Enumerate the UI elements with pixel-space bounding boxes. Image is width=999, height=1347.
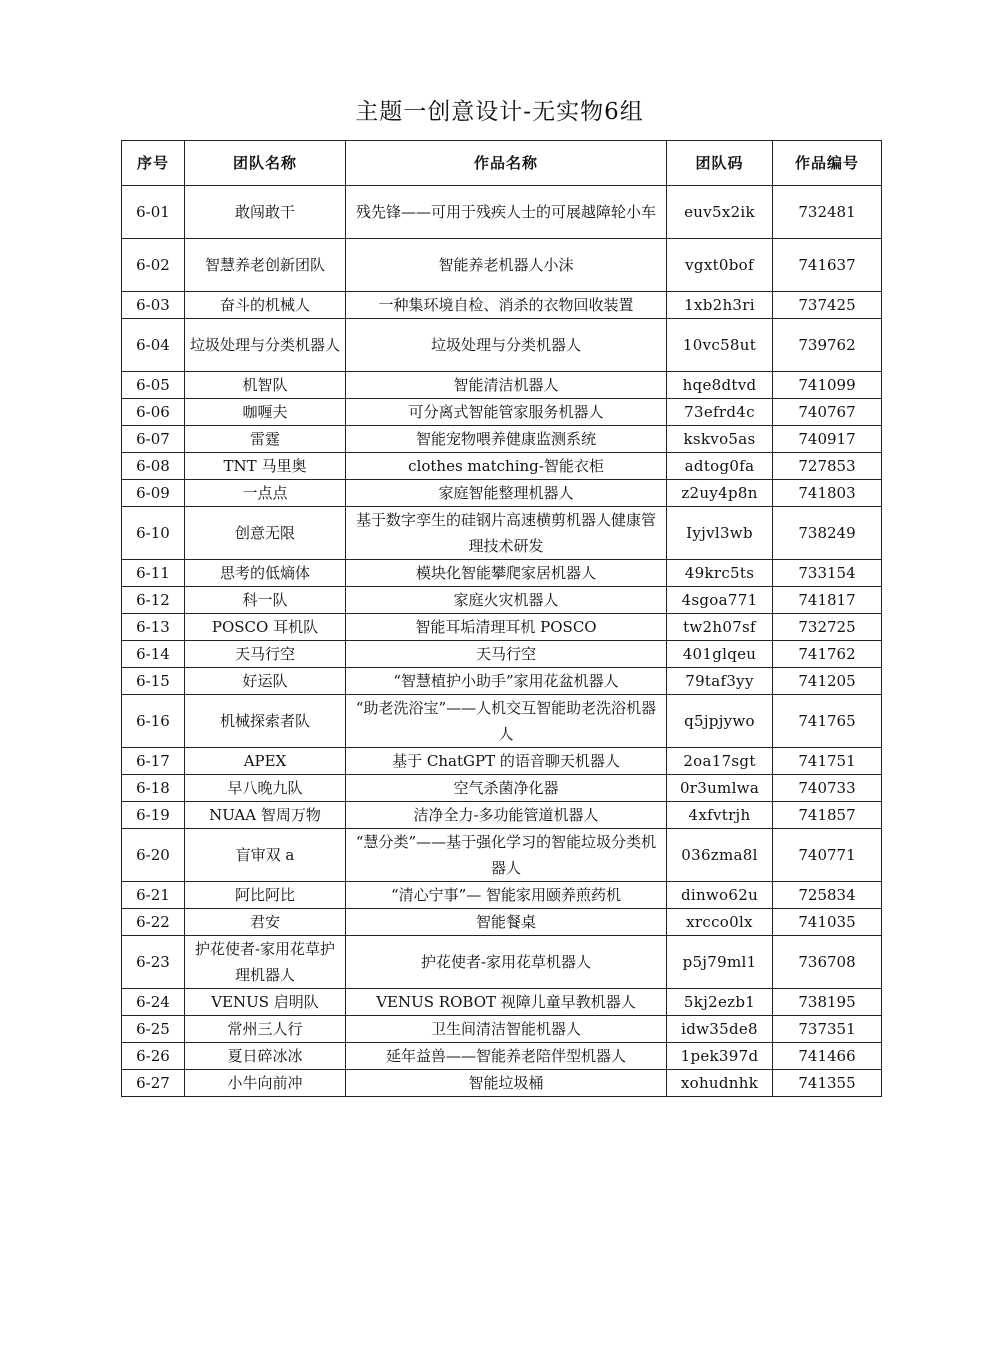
table-row — [122, 1016, 882, 1043]
work-id-cell: 741035 — [773, 909, 882, 936]
work-id-cell: 737351 — [773, 1016, 882, 1043]
work-id-cell: 741765 — [773, 695, 882, 748]
seq-cell: 6-10 — [122, 507, 185, 560]
table-row — [122, 480, 882, 507]
seq-cell: 6-01 — [122, 186, 185, 239]
seq-cell: 6-15 — [122, 668, 185, 695]
table-body — [122, 186, 882, 1097]
work-id-cell: 732725 — [773, 614, 882, 641]
seq-cell: 6-21 — [122, 882, 185, 909]
team-name-cell: 奋斗的机械人 — [185, 292, 346, 319]
table-row — [122, 399, 882, 426]
team-code-cell: z2uy4p8n — [667, 480, 773, 507]
team-code-cell: 1xb2h3ri — [667, 292, 773, 319]
work-name-cell: 智能宠物喂养健康监测系统 — [346, 426, 667, 453]
team-name-cell: APEX — [185, 748, 346, 775]
page-title: 主题一创意设计-无实物6组 — [355, 99, 644, 125]
seq-cell: 6-13 — [122, 614, 185, 641]
work-id-cell: 740771 — [773, 829, 882, 882]
team-name-cell: 敢闯敢干 — [185, 186, 346, 239]
work-id-cell: 740767 — [773, 399, 882, 426]
table-row — [122, 1070, 882, 1097]
seq-cell: 6-16 — [122, 695, 185, 748]
work-name-cell: 家庭火灾机器人 — [346, 587, 667, 614]
work-id-cell: 732481 — [773, 186, 882, 239]
seq-cell: 6-24 — [122, 989, 185, 1016]
team-name-cell: VENUS 启明队 — [185, 989, 346, 1016]
work-id-cell: 741355 — [773, 1070, 882, 1097]
work-id-cell: 741857 — [773, 802, 882, 829]
seq-cell: 6-22 — [122, 909, 185, 936]
header-work-id: 作品编号 — [773, 141, 882, 186]
team-name-cell: 夏日碎冰冰 — [185, 1043, 346, 1070]
team-code-cell: 2oa17sgt — [667, 748, 773, 775]
table-row — [122, 936, 882, 989]
team-code-cell: idw35de8 — [667, 1016, 773, 1043]
team-code-cell: kskvo5as — [667, 426, 773, 453]
team-code-cell: xohudnhk — [667, 1070, 773, 1097]
work-id-cell: 725834 — [773, 882, 882, 909]
work-id-cell: 739762 — [773, 319, 882, 372]
results-table — [121, 140, 882, 1097]
work-name-cell: 基于数字孪生的硅钢片高速横剪机器人健康管理技术研发 — [346, 507, 667, 560]
team-name-cell: 创意无限 — [185, 507, 346, 560]
team-code-cell: adtog0fa — [667, 453, 773, 480]
team-code-cell: 79taf3yy — [667, 668, 773, 695]
table-row — [122, 748, 882, 775]
seq-cell: 6-27 — [122, 1070, 185, 1097]
table-row — [122, 668, 882, 695]
team-name-cell: 常州三人行 — [185, 1016, 346, 1043]
table-row — [122, 186, 882, 239]
work-name-cell: 智能耳垢清理耳机 POSCO — [346, 614, 667, 641]
work-name-cell: 智能餐桌 — [346, 909, 667, 936]
team-name-cell: 垃圾处理与分类机器人 — [185, 319, 346, 372]
team-code-cell: 036zma8l — [667, 829, 773, 882]
header-team-code: 团队码 — [667, 141, 773, 186]
team-code-cell: 10vc58ut — [667, 319, 773, 372]
team-name-cell: 护花使者-家用花草护理机器人 — [185, 936, 346, 989]
team-code-cell: hqe8dtvd — [667, 372, 773, 399]
work-name-cell: 洁净全力-多功能管道机器人 — [346, 802, 667, 829]
team-name-cell: POSCO 耳机队 — [185, 614, 346, 641]
table-row — [122, 319, 882, 372]
work-id-cell: 741762 — [773, 641, 882, 668]
work-id-cell: 740917 — [773, 426, 882, 453]
team-name-cell: 天马行空 — [185, 641, 346, 668]
seq-cell: 6-23 — [122, 936, 185, 989]
work-id-cell: 741803 — [773, 480, 882, 507]
table-row — [122, 829, 882, 882]
team-name-cell: 早八晚九队 — [185, 775, 346, 802]
team-code-cell: 401glqeu — [667, 641, 773, 668]
work-id-cell: 738195 — [773, 989, 882, 1016]
seq-cell: 6-26 — [122, 1043, 185, 1070]
team-name-cell: 一点点 — [185, 480, 346, 507]
work-id-cell: 741817 — [773, 587, 882, 614]
team-name-cell: 机械探索者队 — [185, 695, 346, 748]
header-team-name: 团队名称 — [185, 141, 346, 186]
work-name-cell: 智能清洁机器人 — [346, 372, 667, 399]
team-code-cell: 49krc5ts — [667, 560, 773, 587]
work-id-cell: 733154 — [773, 560, 882, 587]
seq-cell: 6-12 — [122, 587, 185, 614]
work-name-cell: “智慧植护小助手”家用花盆机器人 — [346, 668, 667, 695]
work-name-cell: VENUS ROBOT 视障儿童早教机器人 — [346, 989, 667, 1016]
team-code-cell: euv5x2ik — [667, 186, 773, 239]
work-name-cell: 基于 ChatGPT 的语音聊天机器人 — [346, 748, 667, 775]
table-row — [122, 372, 882, 399]
team-code-cell: vgxt0bof — [667, 239, 773, 292]
header-work-name: 作品名称 — [346, 141, 667, 186]
team-name-cell: 思考的低熵体 — [185, 560, 346, 587]
team-name-cell: 盲审双 a — [185, 829, 346, 882]
team-name-cell: 君安 — [185, 909, 346, 936]
table-row — [122, 695, 882, 748]
work-name-cell: 一种集环境自检、消杀的衣物回收装置 — [346, 292, 667, 319]
team-name-cell: NUAA 智周万物 — [185, 802, 346, 829]
team-code-cell: dinwo62u — [667, 882, 773, 909]
team-code-cell: q5jpjywo — [667, 695, 773, 748]
table-row — [122, 587, 882, 614]
seq-cell: 6-18 — [122, 775, 185, 802]
work-name-cell: 卫生间清洁智能机器人 — [346, 1016, 667, 1043]
table-row — [122, 426, 882, 453]
work-name-cell: 天马行空 — [346, 641, 667, 668]
work-id-cell: 741099 — [773, 372, 882, 399]
seq-cell: 6-09 — [122, 480, 185, 507]
team-code-cell: 4xfvtrjh — [667, 802, 773, 829]
table-row — [122, 239, 882, 292]
team-code-cell: 1pek397d — [667, 1043, 773, 1070]
work-name-cell: “助老洗浴宝”——人机交互智能助老洗浴机器人 — [346, 695, 667, 748]
seq-cell: 6-19 — [122, 802, 185, 829]
work-name-cell: 可分离式智能管家服务机器人 — [346, 399, 667, 426]
team-code-cell: 4sgoa771 — [667, 587, 773, 614]
seq-cell: 6-08 — [122, 453, 185, 480]
seq-cell: 6-04 — [122, 319, 185, 372]
table-row — [122, 614, 882, 641]
seq-cell: 6-07 — [122, 426, 185, 453]
team-name-cell: 雷霆 — [185, 426, 346, 453]
team-name-cell: TNT 马里奥 — [185, 453, 346, 480]
work-name-cell: 延年益兽——智能养老陪伴型机器人 — [346, 1043, 667, 1070]
table-row — [122, 1043, 882, 1070]
table-row — [122, 292, 882, 319]
table-row — [122, 989, 882, 1016]
work-id-cell: 737425 — [773, 292, 882, 319]
table-header-row — [122, 141, 882, 186]
work-id-cell: 741466 — [773, 1043, 882, 1070]
table-row — [122, 909, 882, 936]
seq-cell: 6-20 — [122, 829, 185, 882]
seq-cell: 6-03 — [122, 292, 185, 319]
team-name-cell: 好运队 — [185, 668, 346, 695]
work-id-cell: 741751 — [773, 748, 882, 775]
table-row — [122, 802, 882, 829]
work-id-cell: 741205 — [773, 668, 882, 695]
seq-cell: 6-17 — [122, 748, 185, 775]
team-name-cell: 小牛向前冲 — [185, 1070, 346, 1097]
team-code-cell: p5j79ml1 — [667, 936, 773, 989]
work-id-cell: 741637 — [773, 239, 882, 292]
team-code-cell: 5kj2ezb1 — [667, 989, 773, 1016]
team-name-cell: 智慧养老创新团队 — [185, 239, 346, 292]
team-name-cell: 机智队 — [185, 372, 346, 399]
team-name-cell: 阿比阿比 — [185, 882, 346, 909]
table-row — [122, 560, 882, 587]
seq-cell: 6-25 — [122, 1016, 185, 1043]
table-row — [122, 775, 882, 802]
work-id-cell: 738249 — [773, 507, 882, 560]
work-id-cell: 736708 — [773, 936, 882, 989]
team-name-cell: 咖喱夫 — [185, 399, 346, 426]
work-name-cell: clothes matching-智能衣柜 — [346, 453, 667, 480]
seq-cell: 6-06 — [122, 399, 185, 426]
seq-cell: 6-02 — [122, 239, 185, 292]
team-code-cell: 73efrd4c — [667, 399, 773, 426]
work-name-cell: “慧分类”——基于强化学习的智能垃圾分类机器人 — [346, 829, 667, 882]
work-name-cell: 残先锋——可用于残疾人士的可展越障轮小车 — [346, 186, 667, 239]
table-row — [122, 641, 882, 668]
seq-cell: 6-14 — [122, 641, 185, 668]
team-code-cell: xrcco0lx — [667, 909, 773, 936]
table-row — [122, 882, 882, 909]
seq-cell: 6-05 — [122, 372, 185, 399]
team-code-cell: tw2h07sf — [667, 614, 773, 641]
team-name-cell: 科一队 — [185, 587, 346, 614]
work-name-cell: 模块化智能攀爬家居机器人 — [346, 560, 667, 587]
work-name-cell: 家庭智能整理机器人 — [346, 480, 667, 507]
work-name-cell: 护花使者-家用花草机器人 — [346, 936, 667, 989]
team-code-cell: 0r3umlwa — [667, 775, 773, 802]
work-name-cell: 垃圾处理与分类机器人 — [346, 319, 667, 372]
table-row — [122, 453, 882, 480]
work-name-cell: 智能养老机器人小沫 — [346, 239, 667, 292]
table-row — [122, 507, 882, 560]
work-name-cell: 智能垃圾桶 — [346, 1070, 667, 1097]
work-name-cell: “清心宁事”— 智能家用颐养煎药机 — [346, 882, 667, 909]
work-id-cell: 727853 — [773, 453, 882, 480]
work-id-cell: 740733 — [773, 775, 882, 802]
seq-cell: 6-11 — [122, 560, 185, 587]
work-name-cell: 空气杀菌净化器 — [346, 775, 667, 802]
team-code-cell: Iyjvl3wb — [667, 507, 773, 560]
header-seq: 序号 — [122, 141, 185, 186]
